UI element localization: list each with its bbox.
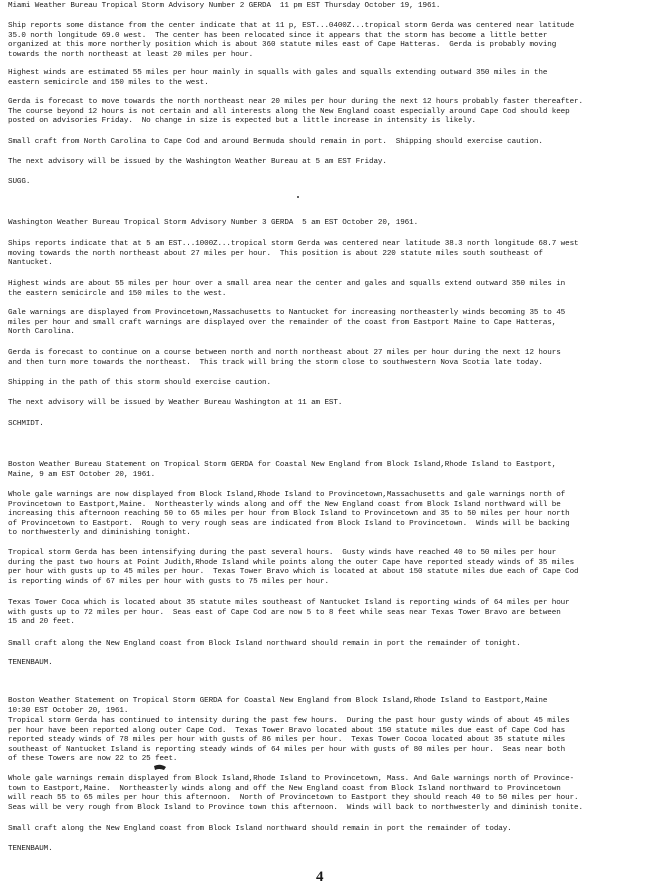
advisory-3-paragraph-1: Ships reports indicate that at 5 am EST...1000Z...tropical storm Gerda was centered near latitude 38.3 north longitude 68.7 west moving towards the north northeast about 27 miles per hour. This position is about 220 statute miles south southeast of Nantucket. bbox=[8, 240, 579, 268]
advisory-3-paragraph-6: The next advisory will be issued by Weather Bureau Washington at 11 am EST. bbox=[8, 399, 343, 407]
advisory-2-paragraph-5: The next advisory will be issued by the Washington Weather Bureau at 5 am EST Friday. bbox=[8, 158, 387, 166]
statement-2-paragraph-3: Small craft along the New England coast from Block Island northward should remain in port the remainder of today. bbox=[8, 825, 512, 833]
advisory-3-header: Washington Weather Bureau Tropical Storm Advisory Number 3 GERDA 5 am EST October 20, 1961. bbox=[8, 219, 419, 227]
statement-1-paragraph-2: Tropical storm Gerda has been intensifying during the past several hours. Gusty winds have reached 40 to 50 miles per hour during the past two hours at Point Judith,Rhode Island while points along the outer Cape have reported steady winds of 35 miles per hour with gusts up to 45 miles per hour. Texas Tower Bravo which is located at about 150 statute miles due each of Cape Cod is reporting winds of 67 miles per hour with gusts to 75 miles per hour. bbox=[8, 549, 579, 586]
statement-2-signature: TENENBAUM. bbox=[8, 845, 53, 853]
advisory-2-paragraph-4: Small craft from North Carolina to Cape Cod and around Bermuda should remain in port. Shipping should exercise caution. bbox=[8, 138, 543, 146]
advisory-2-paragraph-3: Gerda is forecast to move towards the north northeast near 20 miles per hour during the next 12 hours probably faster thereafter. The course beyond 12 hours is not certain and all interests along the New England coast especially around Cape Cod should keep posted on advisories Friday. No change in size is expected but a little increase in intensity is likely. bbox=[8, 98, 583, 126]
advisory-3-signature: SCHMIDT. bbox=[8, 420, 44, 428]
advisory-2-paragraph-1: Ship reports some distance from the center indicate that at 11 p, EST...0400Z...tropical storm Gerda was centered near latitude 35.0 north longitude 69.0 west. The center has been relocated since it appears that the storm has become a little better organized at this more northerly position which is about 360 statute miles east of Cape Hatteras. Gerda is probably moving towards the north northeast at least 20 miles per hour. bbox=[8, 22, 575, 59]
statement-1-paragraph-4: Small craft along the New England coast from Block Island northward should remain in port the remainder of tonight. bbox=[8, 640, 521, 648]
statement-1-paragraph-1: Whole gale warnings are now displayed from Block Island,Rhode Island to Provincetown,Massachusetts and gale warnings north of Provincetown to Eastport,Maine. Northeasterly winds along and off the New England coast from Block Island northward will be increasing this afternoon reaching 50 to 65 miles per hour from Block Island to Provincetown and 35 to 50 miles per hour north of Provincetown to Eastport. Rough to very rough seas are indicated from Block Island to Provincetown. Winds will be backing to northwesterly and diminishing tonight. bbox=[8, 491, 570, 538]
statement-1-header: Boston Weather Bureau Statement on Tropical Storm GERDA for Coastal New England from Block Island,Rhode Island to Eastport, Maine, 9 am EST October 20, 1961. bbox=[8, 461, 557, 479]
page-number: 4 bbox=[316, 869, 324, 885]
statement-1-paragraph-3: Texas Tower Coca which is located about 35 statute miles southeast of Nantucket Island is reporting winds of 64 miles per hour with gusts up to 72 miles per hour. Seas east of Cape Cod are now 5 to 8 feet while seas near Texas Tower Bravo are between 15 and 20 feet. bbox=[8, 599, 570, 627]
advisory-2-header: Miami Weather Bureau Tropical Storm Advisory Number 2 GERDA 11 pm EST Thursday October 19, 1961. bbox=[8, 2, 441, 10]
speck-mark bbox=[297, 196, 299, 198]
advisory-3-paragraph-3: Gale warnings are displayed from Provincetown,Massachusetts to Nantucket for increasing northeasterly winds becoming 35 to 45 miles per hour and small craft warnings are displayed over the remainder of the coast from Eastport Maine to Cape Hatteras, North Carolina. bbox=[8, 309, 566, 337]
statement-1-signature: TENENBAUM. bbox=[8, 659, 53, 667]
advisory-3-paragraph-2: Highest winds are about 55 miles per hour over a small area near the center and gales and squalls extend outward 350 miles in the eastern semicircle and 150 miles to the west. bbox=[8, 280, 566, 298]
statement-2-header: Boston Weather Statement on Tropical Storm GERDA for Coastal New England from Block Island,Rhode Island to Eastport,Maine 10:30 EST October 20, 1961. bbox=[8, 697, 548, 715]
advisory-2-paragraph-2: Highest winds are estimated 55 miles per hour mainly in squalls with gales and squalls extending outward 350 miles in the eastern semicircle and 150 miles to the west. bbox=[8, 69, 548, 87]
statement-2-paragraph-1: Tropical storm Gerda has continued to intensity during the past few hours. During the past hour gusty winds of about 45 miles per hour have been reported along outer Cape Cod. Texas Tower Bravo located about 150 statute miles due east of Cape Cod has reported steady winds of 78 miles per hour with gusts of 86 miles per hour. Texas Tower Cocoa located about 35 statute miles southeast of Nantucket Island is reporting steady winds of 64 miles per hour with gusts of 80 miles per hour. Seas near both of these Towers are now 22 to 25 feet. bbox=[8, 717, 570, 764]
statement-2-paragraph-2: Whole gale warnings remain displayed from Block Island,Rhode Island to Provincetown, Mass. And Gale warnings north of Province- town to Eastport,Maine. Northeasterly winds along and off the New England coast from Block Island northward to Provincetown will reach 55 to 65 miles per hour this afternoon. North of Provincetown to Eastport they should reach 40 to 50 miles per hour. Seas will be very rough from Block Island to Province town this afternoon. Winds will back to northwesterly and diminish tonite. bbox=[8, 775, 583, 812]
advisory-3-paragraph-5: Shipping in the path of this storm should exercise caution. bbox=[8, 379, 271, 387]
pen-mark bbox=[152, 763, 168, 773]
advisory-2-signature: SUGG. bbox=[8, 178, 31, 186]
advisory-3-paragraph-4: Gerda is forecast to continue on a course between north and north northeast about 27 miles per hour during the next 12 hours and then turn more towards the northeast. This track will bring the storm close to southwestern Nova Scotia late today. bbox=[8, 349, 561, 367]
